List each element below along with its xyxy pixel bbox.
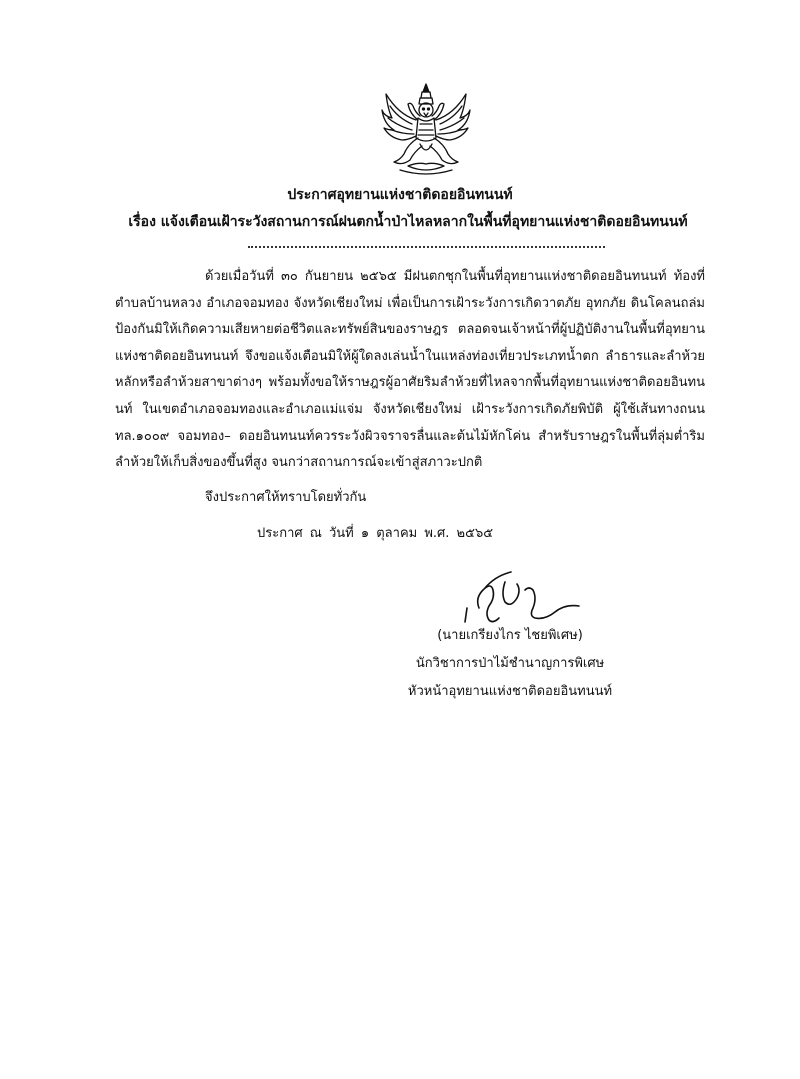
signer-name: (นายเกรียงไกร ไชยพิเศษ) — [437, 628, 583, 643]
announcement-body: ด้วยเมื่อวันที่ ๓๐ กันยายน ๒๕๖๕ มีฝนตกชุกในพื้นที่อุทยานแห่งชาติดอยอินทนนท์ ท้องที่ตำบลบ้านหลวง อำเภอจอมทอง จังหวัดเชียงใหม่ เพื่อเป็นการเฝ้าระวังการเกิดวาตภัย อุทกภัย ดินโคลนถล่ม ป้องกันมิให้เกิดความเสียหายต่อชีวิตและทรัพย์สินของราษฎร ตลอดจนเจ้าหน้าที่ผู้ปฏิบัติงานในพื้นที่อุทยานแห่งชาติดอยอินทนนท์ จึงขอแจ้งเตือนมิให้ผู้ใดลงเล่นน้ำในแหล่งท่องเที่ยวประเภทน้ำตก ลำธารและลำห้วยหลักหรือลำห้วยสาขาต่างๆ พร้อมทั้งขอให้ราษฎรผู้อาศัยริมลำห้วยที่ไหลจากพื้นที่อุทยานแห่งชาติดอยอินทนนท์ ในเขตอำเภอจอมทองและอำเภอแม่แจ่ม จังหวัดเชียงใหม่ เฝ้าระวังการเกิดภัยพิบัติ ผู้ใช้เส้นทางถนน ทล.๑๐๐๙ จอมทอง– ดอยอินทนนท์ควรระวังผิวจราจรลื่นและต้นไม้หักโค่น สำหรับราษฎรในพื้นที่ลุ่มต่ำริมลำห้วยให้เก็บสิ่งของขึ้นที่สูง จนกว่าสถานการณ์จะเข้าสู่สภาวะปกติ — [115, 269, 705, 471]
signer-role: หัวหน้าอุทยานแห่งชาติดอยอินทนนท์ — [407, 684, 613, 699]
signer-position: นักวิชาการป่าไม้ชำนาญการพิเศษ — [415, 656, 605, 671]
closing-statement: จึงประกาศให้ทราบโดยทั่วกัน — [205, 490, 367, 505]
handwritten-signature-icon — [455, 568, 585, 630]
announcement-subject: เรื่อง แจ้งเตือนเฝ้าระวังสถานการณ์ฝนตกน้ำป่าไหลหลากในพื้นที่อุทยานแห่งชาติดอยอินทนนท์ — [128, 214, 688, 230]
garuda-emblem-icon — [378, 80, 474, 176]
dotted-divider — [248, 246, 605, 248]
announcement-title: ประกาศอุทยานแห่งชาติดอยอินทนนท์ — [287, 187, 513, 203]
announcement-date: ประกาศ ณ วันที่ ๑ ตุลาคม พ.ศ. ๒๕๖๕ — [257, 526, 494, 541]
